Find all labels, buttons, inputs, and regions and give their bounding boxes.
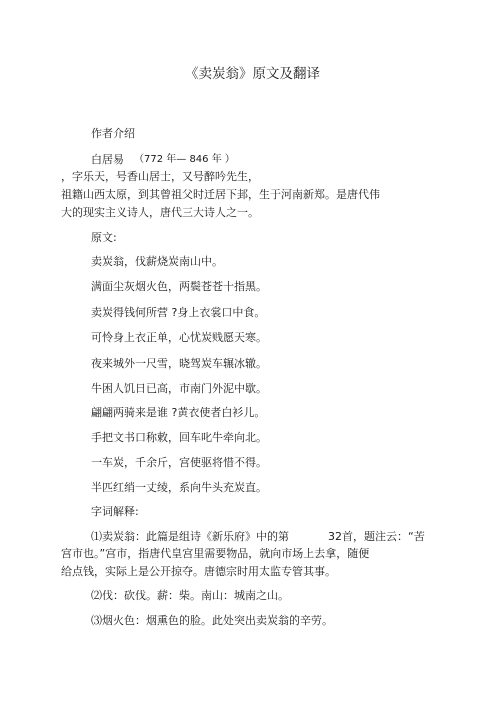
poem-line: 卖炭翁，伐薪烧炭南山中。	[91, 255, 223, 268]
glossary-heading: 字词解释:	[91, 505, 139, 518]
note-2: ⑵伐：砍伐。薪：柴。南山：城南之山。	[91, 589, 289, 602]
poem-line: 可怜身上衣正单，心忧炭贱愿天寒。	[91, 331, 267, 344]
note-1: 给点钱，实际上是公开掠夺。唐德宗时用太监专管其事。	[61, 565, 336, 578]
note-1: 32首，题注云：“苦	[328, 530, 425, 543]
original-text-heading: 原文:	[91, 231, 117, 244]
poem-line: 卖炭得钱何所营 ?身上衣裳口中食。	[91, 306, 266, 319]
author-bio-line: 祖籍山西太原，到其曾祖父时迁居下邽，生于河南新郑。是唐代伟	[61, 188, 380, 201]
poem-line: 夜来城外一尺雪，晓驾炭车辗冰辙。	[91, 357, 267, 370]
poem-line: 满面尘灰烟火色，两鬓苍苍十指黑。	[91, 280, 267, 293]
poem-line: 手把文书口称敕，回车叱牛牵向北。	[91, 431, 267, 444]
author-dates: （772 年— 846 年 ）	[134, 154, 235, 165]
author-section-heading: 作者介绍	[91, 127, 135, 140]
note-3: ⑶烟火色：烟熏色的脸。此处突出卖炭翁的辛劳。	[91, 614, 333, 627]
author-bio-line: ，字乐天，号香山居士，又号醉吟先生，	[61, 170, 259, 183]
document-title: 《卖炭翁》原文及翻译	[185, 66, 320, 82]
poem-line: 半匹红绡一丈绫，系向牛头充炭直。	[91, 481, 267, 494]
poem-line: 翩翩两骑来是谁 ?黄衣使者白衫儿。	[91, 406, 266, 419]
poem-line: 牛困人饥日已高，市南门外泥中歇。	[91, 382, 267, 395]
poem-line: 一车炭，千余斤，宫使驱将惜不得。	[91, 456, 267, 469]
author-bio-line: 大的现实主义诗人，唐代三大诗人之一。	[61, 206, 259, 219]
note-1: 宫市也。”宫市，指唐代皇宫里需要物品，就向市场上去拿，随便	[61, 547, 370, 560]
note-1: ⑴卖炭翁：此篇是组诗《新乐府》中的第	[91, 530, 289, 543]
author-name: 白居易	[91, 153, 124, 166]
